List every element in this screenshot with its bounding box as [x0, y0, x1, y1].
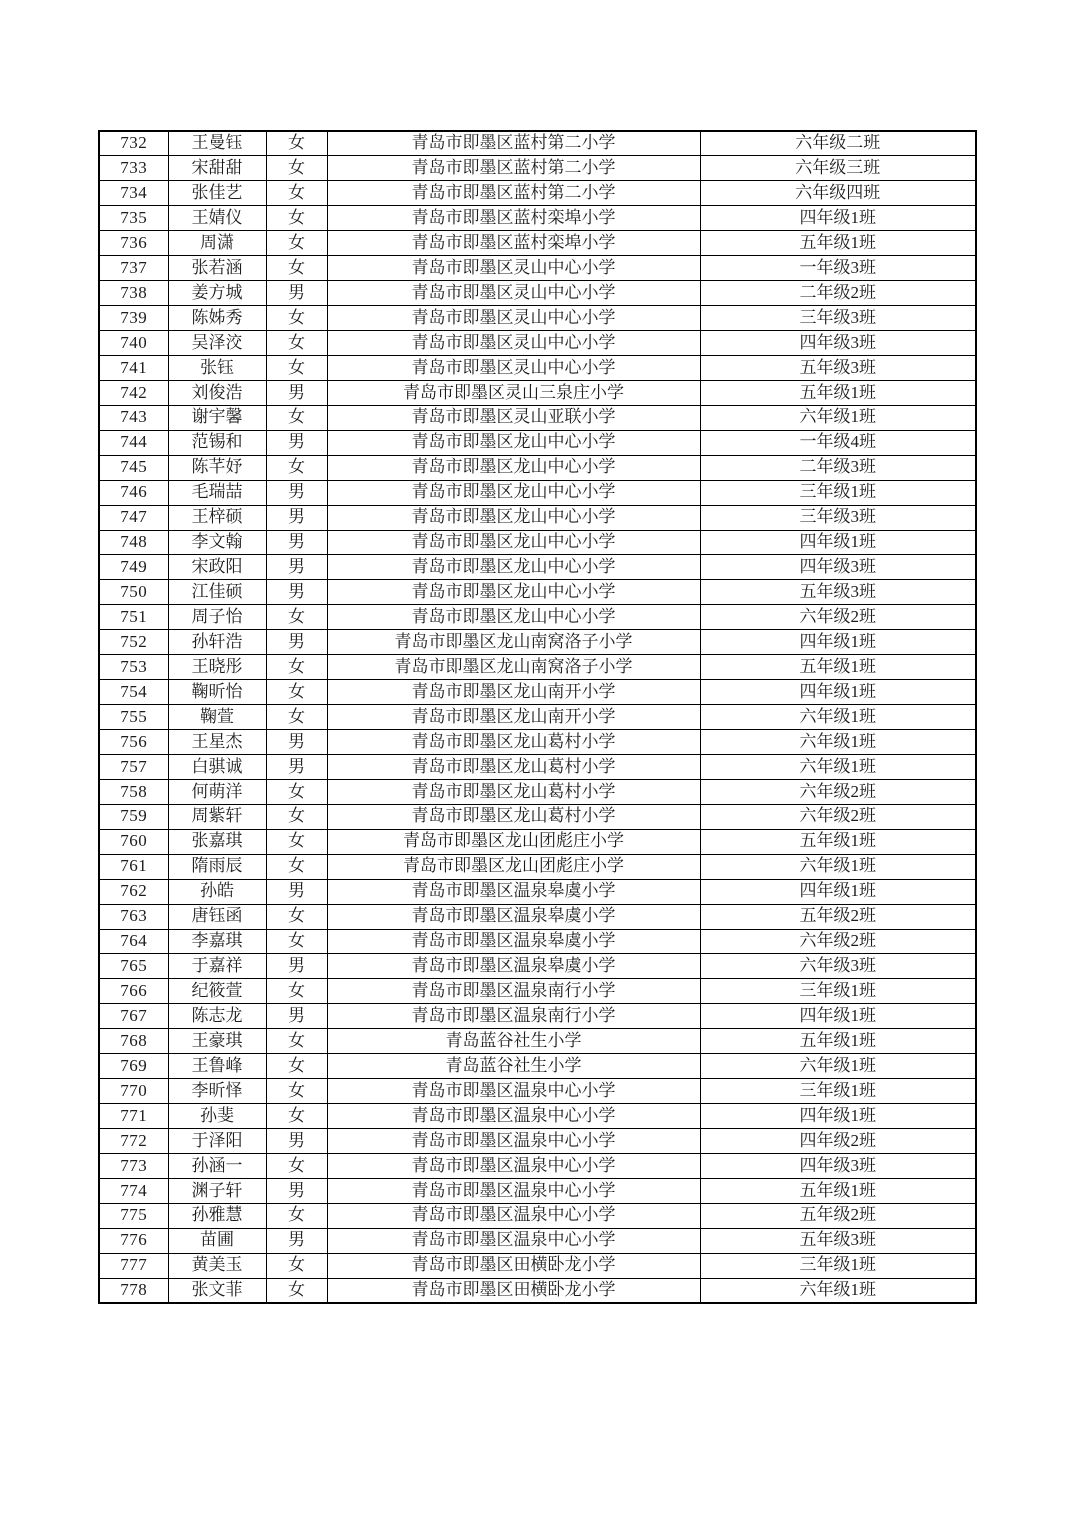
cell-school: 青岛市即墨区龙山葛村小学 [327, 804, 700, 829]
cell-name: 王鲁峰 [168, 1054, 266, 1079]
table-row [99, 829, 976, 854]
table-row [99, 231, 976, 256]
cell-name: 王豪琪 [168, 1029, 266, 1054]
cell-number: 733 [99, 156, 168, 181]
student-table-body [99, 131, 976, 1303]
cell-school: 青岛市即墨区灵山亚联小学 [327, 405, 700, 430]
cell-class: 五年级2班 [700, 1203, 976, 1228]
cell-school: 青岛市即墨区灵山中心小学 [327, 306, 700, 331]
cell-number: 757 [99, 754, 168, 779]
cell-class: 六年级2班 [700, 605, 976, 630]
cell-gender: 男 [266, 480, 327, 505]
cell-number: 736 [99, 231, 168, 256]
cell-gender: 女 [266, 181, 327, 206]
table-row [99, 1153, 976, 1178]
cell-gender: 女 [266, 829, 327, 854]
cell-gender: 女 [266, 605, 327, 630]
table-row [99, 904, 976, 929]
cell-school: 青岛市即墨区灵山中心小学 [327, 256, 700, 281]
table-row [99, 1253, 976, 1278]
table-row [99, 979, 976, 1004]
student-table [98, 130, 977, 1304]
cell-name: 鞠萱 [168, 705, 266, 730]
cell-name: 范锡和 [168, 430, 266, 455]
cell-gender: 男 [266, 380, 327, 405]
cell-school: 青岛市即墨区龙山团彪庄小学 [327, 829, 700, 854]
cell-name: 唐钰函 [168, 904, 266, 929]
table-row [99, 1129, 976, 1154]
table-row [99, 605, 976, 630]
cell-gender: 男 [266, 1129, 327, 1154]
cell-gender: 男 [266, 281, 327, 306]
cell-gender: 女 [266, 1104, 327, 1129]
cell-class: 六年级1班 [700, 1278, 976, 1303]
cell-class: 三年级1班 [700, 1253, 976, 1278]
cell-class: 六年级四班 [700, 181, 976, 206]
cell-school: 青岛市即墨区田横卧龙小学 [327, 1278, 700, 1303]
cell-school: 青岛市即墨区温泉皋虞小学 [327, 954, 700, 979]
cell-name: 孙涵一 [168, 1153, 266, 1178]
cell-gender: 女 [266, 705, 327, 730]
cell-class: 一年级4班 [700, 430, 976, 455]
cell-school: 青岛市即墨区龙山中心小学 [327, 455, 700, 480]
cell-gender: 女 [266, 779, 327, 804]
table-row [99, 1278, 976, 1303]
cell-name: 周子怡 [168, 605, 266, 630]
cell-name: 李文翰 [168, 530, 266, 555]
cell-number: 775 [99, 1203, 168, 1228]
cell-school: 青岛市即墨区灵山中心小学 [327, 331, 700, 356]
cell-school: 青岛市即墨区龙山中心小学 [327, 580, 700, 605]
table-row [99, 1203, 976, 1228]
cell-class: 五年级1班 [700, 231, 976, 256]
cell-school: 青岛市即墨区龙山中心小学 [327, 555, 700, 580]
cell-number: 735 [99, 206, 168, 231]
cell-number: 739 [99, 306, 168, 331]
cell-school: 青岛市即墨区温泉中心小学 [327, 1203, 700, 1228]
cell-number: 772 [99, 1129, 168, 1154]
cell-school: 青岛市即墨区温泉皋虞小学 [327, 879, 700, 904]
cell-name: 白骐诚 [168, 754, 266, 779]
table-row [99, 306, 976, 331]
cell-school: 青岛市即墨区龙山中心小学 [327, 605, 700, 630]
cell-number: 748 [99, 530, 168, 555]
cell-school: 青岛市即墨区温泉中心小学 [327, 1228, 700, 1253]
cell-number: 750 [99, 580, 168, 605]
cell-class: 五年级3班 [700, 1228, 976, 1253]
cell-number: 769 [99, 1054, 168, 1079]
cell-school: 青岛市即墨区蓝村栾埠小学 [327, 231, 700, 256]
cell-gender: 女 [266, 904, 327, 929]
cell-class: 六年级2班 [700, 779, 976, 804]
cell-number: 738 [99, 281, 168, 306]
cell-name: 王梓硕 [168, 505, 266, 530]
cell-number: 742 [99, 380, 168, 405]
table-row [99, 1029, 976, 1054]
cell-gender: 女 [266, 131, 327, 156]
cell-school: 青岛市即墨区灵山中心小学 [327, 355, 700, 380]
table-row [99, 705, 976, 730]
cell-number: 762 [99, 879, 168, 904]
cell-name: 纪筱萱 [168, 979, 266, 1004]
cell-school: 青岛市即墨区龙山南窝洛子小学 [327, 630, 700, 655]
cell-gender: 女 [266, 1153, 327, 1178]
cell-school: 青岛市即墨区龙山中心小学 [327, 430, 700, 455]
cell-name: 毛瑞喆 [168, 480, 266, 505]
cell-gender: 女 [266, 1029, 327, 1054]
cell-number: 749 [99, 555, 168, 580]
cell-school: 青岛市即墨区温泉中心小学 [327, 1153, 700, 1178]
cell-number: 759 [99, 804, 168, 829]
table-row [99, 1054, 976, 1079]
cell-school: 青岛市即墨区蓝村栾埠小学 [327, 206, 700, 231]
cell-gender: 女 [266, 156, 327, 181]
cell-class: 五年级1班 [700, 655, 976, 680]
cell-gender: 女 [266, 405, 327, 430]
cell-name: 于泽阳 [168, 1129, 266, 1154]
cell-name: 何萌洋 [168, 779, 266, 804]
cell-name: 谢宇馨 [168, 405, 266, 430]
cell-number: 776 [99, 1228, 168, 1253]
cell-number: 732 [99, 131, 168, 156]
table-row [99, 1178, 976, 1203]
cell-number: 761 [99, 854, 168, 879]
cell-gender: 女 [266, 331, 327, 356]
cell-number: 754 [99, 680, 168, 705]
cell-gender: 男 [266, 505, 327, 530]
cell-gender: 男 [266, 1004, 327, 1029]
cell-school: 青岛市即墨区龙山葛村小学 [327, 730, 700, 755]
table-row [99, 779, 976, 804]
cell-number: 763 [99, 904, 168, 929]
cell-name: 孙斐 [168, 1104, 266, 1129]
cell-name: 王婧仪 [168, 206, 266, 231]
cell-gender: 男 [266, 879, 327, 904]
table-row [99, 380, 976, 405]
cell-school: 青岛市即墨区温泉中心小学 [327, 1129, 700, 1154]
cell-number: 770 [99, 1079, 168, 1104]
table-row [99, 555, 976, 580]
cell-gender: 男 [266, 580, 327, 605]
cell-name: 王晓彤 [168, 655, 266, 680]
table-row [99, 206, 976, 231]
cell-school: 青岛市即墨区灵山中心小学 [327, 281, 700, 306]
cell-gender: 女 [266, 231, 327, 256]
cell-class: 三年级3班 [700, 505, 976, 530]
cell-school: 青岛市即墨区龙山葛村小学 [327, 754, 700, 779]
cell-class: 四年级1班 [700, 1004, 976, 1029]
table-row [99, 804, 976, 829]
table-row [99, 1104, 976, 1129]
cell-number: 753 [99, 655, 168, 680]
cell-class: 六年级3班 [700, 954, 976, 979]
cell-gender: 女 [266, 206, 327, 231]
cell-class: 六年级1班 [700, 730, 976, 755]
cell-class: 六年级1班 [700, 1054, 976, 1079]
cell-number: 758 [99, 779, 168, 804]
cell-number: 756 [99, 730, 168, 755]
cell-name: 苗圃 [168, 1228, 266, 1253]
cell-school: 青岛市即墨区蓝村第二小学 [327, 156, 700, 181]
cell-class: 六年级1班 [700, 405, 976, 430]
cell-class: 一年级3班 [700, 256, 976, 281]
cell-class: 三年级1班 [700, 480, 976, 505]
cell-name: 江佳硕 [168, 580, 266, 605]
cell-name: 刘俊浩 [168, 380, 266, 405]
cell-class: 五年级2班 [700, 904, 976, 929]
cell-name: 孙皓 [168, 879, 266, 904]
cell-gender: 女 [266, 680, 327, 705]
table-row [99, 954, 976, 979]
table-row [99, 505, 976, 530]
cell-name: 孙雅慧 [168, 1203, 266, 1228]
cell-gender: 女 [266, 256, 327, 281]
cell-gender: 女 [266, 979, 327, 1004]
cell-class: 二年级2班 [700, 281, 976, 306]
cell-gender: 女 [266, 455, 327, 480]
cell-class: 五年级1班 [700, 1178, 976, 1203]
cell-number: 774 [99, 1178, 168, 1203]
cell-name: 黄美玉 [168, 1253, 266, 1278]
table-row [99, 730, 976, 755]
cell-number: 777 [99, 1253, 168, 1278]
cell-school: 青岛市即墨区温泉中心小学 [327, 1104, 700, 1129]
cell-class: 四年级1班 [700, 680, 976, 705]
cell-class: 六年级三班 [700, 156, 976, 181]
cell-gender: 女 [266, 1203, 327, 1228]
table-row [99, 580, 976, 605]
cell-school: 青岛市即墨区温泉皋虞小学 [327, 929, 700, 954]
cell-number: 744 [99, 430, 168, 455]
cell-class: 六年级二班 [700, 131, 976, 156]
cell-school: 青岛市即墨区龙山葛村小学 [327, 779, 700, 804]
table-row [99, 929, 976, 954]
cell-name: 王曼钰 [168, 131, 266, 156]
table-row [99, 331, 976, 356]
cell-class: 五年级1班 [700, 829, 976, 854]
cell-name: 李昕怿 [168, 1079, 266, 1104]
cell-gender: 女 [266, 655, 327, 680]
cell-gender: 男 [266, 530, 327, 555]
cell-school: 青岛市即墨区温泉中心小学 [327, 1178, 700, 1203]
table-row [99, 1079, 976, 1104]
cell-class: 四年级3班 [700, 1153, 976, 1178]
cell-school: 青岛市即墨区龙山中心小学 [327, 530, 700, 555]
cell-class: 三年级1班 [700, 979, 976, 1004]
cell-gender: 男 [266, 555, 327, 580]
cell-class: 四年级1班 [700, 530, 976, 555]
cell-name: 姜方城 [168, 281, 266, 306]
cell-number: 760 [99, 829, 168, 854]
cell-school: 青岛市即墨区龙山团彪庄小学 [327, 854, 700, 879]
cell-school: 青岛蓝谷社生小学 [327, 1029, 700, 1054]
cell-school: 青岛市即墨区龙山南开小学 [327, 680, 700, 705]
table-row [99, 355, 976, 380]
cell-name: 渊子轩 [168, 1178, 266, 1203]
cell-school: 青岛市即墨区田横卧龙小学 [327, 1253, 700, 1278]
cell-class: 二年级3班 [700, 455, 976, 480]
cell-gender: 女 [266, 355, 327, 380]
table-row [99, 131, 976, 156]
cell-number: 746 [99, 480, 168, 505]
cell-name: 孙轩浩 [168, 630, 266, 655]
cell-class: 四年级3班 [700, 555, 976, 580]
cell-name: 王星杰 [168, 730, 266, 755]
cell-gender: 女 [266, 306, 327, 331]
table-row [99, 680, 976, 705]
cell-class: 六年级1班 [700, 705, 976, 730]
table-row [99, 655, 976, 680]
cell-gender: 女 [266, 929, 327, 954]
cell-name: 隋雨辰 [168, 854, 266, 879]
cell-gender: 女 [266, 854, 327, 879]
cell-number: 745 [99, 455, 168, 480]
cell-number: 743 [99, 405, 168, 430]
table-row [99, 156, 976, 181]
cell-name: 张嘉琪 [168, 829, 266, 854]
cell-number: 778 [99, 1278, 168, 1303]
table-row [99, 405, 976, 430]
cell-gender: 男 [266, 630, 327, 655]
cell-number: 771 [99, 1104, 168, 1129]
cell-class: 六年级2班 [700, 929, 976, 954]
cell-class: 四年级1班 [700, 630, 976, 655]
cell-school: 青岛市即墨区龙山中心小学 [327, 505, 700, 530]
cell-gender: 男 [266, 754, 327, 779]
cell-school: 青岛蓝谷社生小学 [327, 1054, 700, 1079]
cell-name: 张文菲 [168, 1278, 266, 1303]
cell-number: 773 [99, 1153, 168, 1178]
table-row [99, 430, 976, 455]
table-row [99, 455, 976, 480]
cell-class: 四年级1班 [700, 206, 976, 231]
cell-school: 青岛市即墨区灵山三泉庄小学 [327, 380, 700, 405]
cell-name: 陈姊秀 [168, 306, 266, 331]
cell-class: 六年级2班 [700, 804, 976, 829]
cell-class: 四年级2班 [700, 1129, 976, 1154]
cell-name: 宋甜甜 [168, 156, 266, 181]
cell-school: 青岛市即墨区温泉南行小学 [327, 979, 700, 1004]
cell-class: 三年级3班 [700, 306, 976, 331]
table-row [99, 630, 976, 655]
cell-number: 737 [99, 256, 168, 281]
cell-class: 五年级1班 [700, 380, 976, 405]
table-row [99, 879, 976, 904]
cell-name: 宋政阳 [168, 555, 266, 580]
cell-class: 三年级1班 [700, 1079, 976, 1104]
cell-gender: 女 [266, 1079, 327, 1104]
cell-name: 陈芊妤 [168, 455, 266, 480]
table-row [99, 281, 976, 306]
cell-number: 747 [99, 505, 168, 530]
cell-name: 周紫轩 [168, 804, 266, 829]
cell-name: 鞠昕怡 [168, 680, 266, 705]
cell-number: 765 [99, 954, 168, 979]
table-row [99, 256, 976, 281]
cell-number: 768 [99, 1029, 168, 1054]
cell-class: 四年级3班 [700, 331, 976, 356]
table-row [99, 480, 976, 505]
cell-gender: 男 [266, 1178, 327, 1203]
table-row [99, 181, 976, 206]
cell-number: 764 [99, 929, 168, 954]
cell-name: 张若涵 [168, 256, 266, 281]
table-row [99, 530, 976, 555]
cell-number: 751 [99, 605, 168, 630]
cell-school: 青岛市即墨区温泉中心小学 [327, 1079, 700, 1104]
cell-number: 767 [99, 1004, 168, 1029]
cell-gender: 女 [266, 1253, 327, 1278]
cell-class: 五年级3班 [700, 580, 976, 605]
cell-name: 张钰 [168, 355, 266, 380]
cell-school: 青岛市即墨区温泉皋虞小学 [327, 904, 700, 929]
cell-gender: 女 [266, 1278, 327, 1303]
cell-gender: 男 [266, 430, 327, 455]
cell-class: 五年级3班 [700, 355, 976, 380]
cell-class: 六年级1班 [700, 854, 976, 879]
cell-class: 四年级1班 [700, 879, 976, 904]
cell-class: 六年级1班 [700, 754, 976, 779]
cell-gender: 女 [266, 1054, 327, 1079]
cell-gender: 男 [266, 730, 327, 755]
cell-school: 青岛市即墨区蓝村第二小学 [327, 181, 700, 206]
cell-name: 吴泽洨 [168, 331, 266, 356]
cell-number: 755 [99, 705, 168, 730]
cell-school: 青岛市即墨区龙山南窝洛子小学 [327, 655, 700, 680]
cell-number: 752 [99, 630, 168, 655]
cell-number: 734 [99, 181, 168, 206]
cell-gender: 男 [266, 954, 327, 979]
cell-gender: 女 [266, 804, 327, 829]
cell-name: 张佳艺 [168, 181, 266, 206]
table-row [99, 1004, 976, 1029]
cell-school: 青岛市即墨区龙山中心小学 [327, 480, 700, 505]
cell-number: 741 [99, 355, 168, 380]
table-row [99, 754, 976, 779]
table-row [99, 1228, 976, 1253]
cell-class: 四年级1班 [700, 1104, 976, 1129]
cell-school: 青岛市即墨区温泉南行小学 [327, 1004, 700, 1029]
cell-gender: 男 [266, 1228, 327, 1253]
cell-number: 766 [99, 979, 168, 1004]
cell-name: 周潇 [168, 231, 266, 256]
cell-school: 青岛市即墨区蓝村第二小学 [327, 131, 700, 156]
cell-school: 青岛市即墨区龙山南开小学 [327, 705, 700, 730]
cell-name: 李嘉琪 [168, 929, 266, 954]
table-row [99, 854, 976, 879]
cell-name: 于嘉祥 [168, 954, 266, 979]
cell-name: 陈志龙 [168, 1004, 266, 1029]
cell-number: 740 [99, 331, 168, 356]
cell-class: 五年级1班 [700, 1029, 976, 1054]
